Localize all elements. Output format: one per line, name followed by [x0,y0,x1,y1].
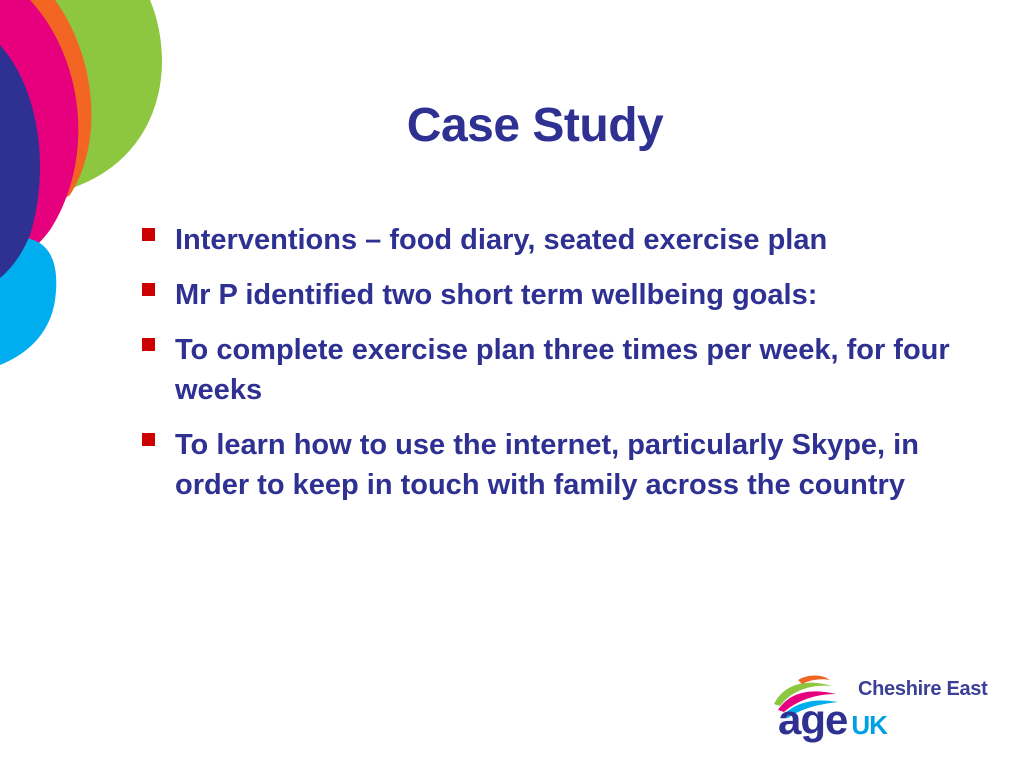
bullet-text: To complete exercise plan three times per week, for four weeks [175,334,950,406]
square-bullet-icon [142,338,155,351]
square-bullet-icon [142,433,155,446]
bullet-item [140,220,1000,260]
bullet-text: Mr P identified two short term wellbeing goals: [175,279,818,311]
age-uk-logo [770,668,1000,748]
bullet-list [140,220,1000,520]
bullet-text: To learn how to use the internet, particularly Skype, in order to keep in touch with family across the country [175,429,919,501]
bullet-item [140,275,1000,315]
bullet-item [140,330,1000,410]
logo-age-text: age [778,696,848,743]
logo-wordmark [778,696,887,744]
logo-uk-text: UK [851,710,887,740]
square-bullet-icon [142,283,155,296]
bullet-item [140,425,1000,505]
logo-region-text: Cheshire East [858,678,988,700]
slide-title: Case Study [406,99,664,152]
square-bullet-icon [142,228,155,241]
bullet-text: Interventions – food diary, seated exercise plan [175,224,828,256]
